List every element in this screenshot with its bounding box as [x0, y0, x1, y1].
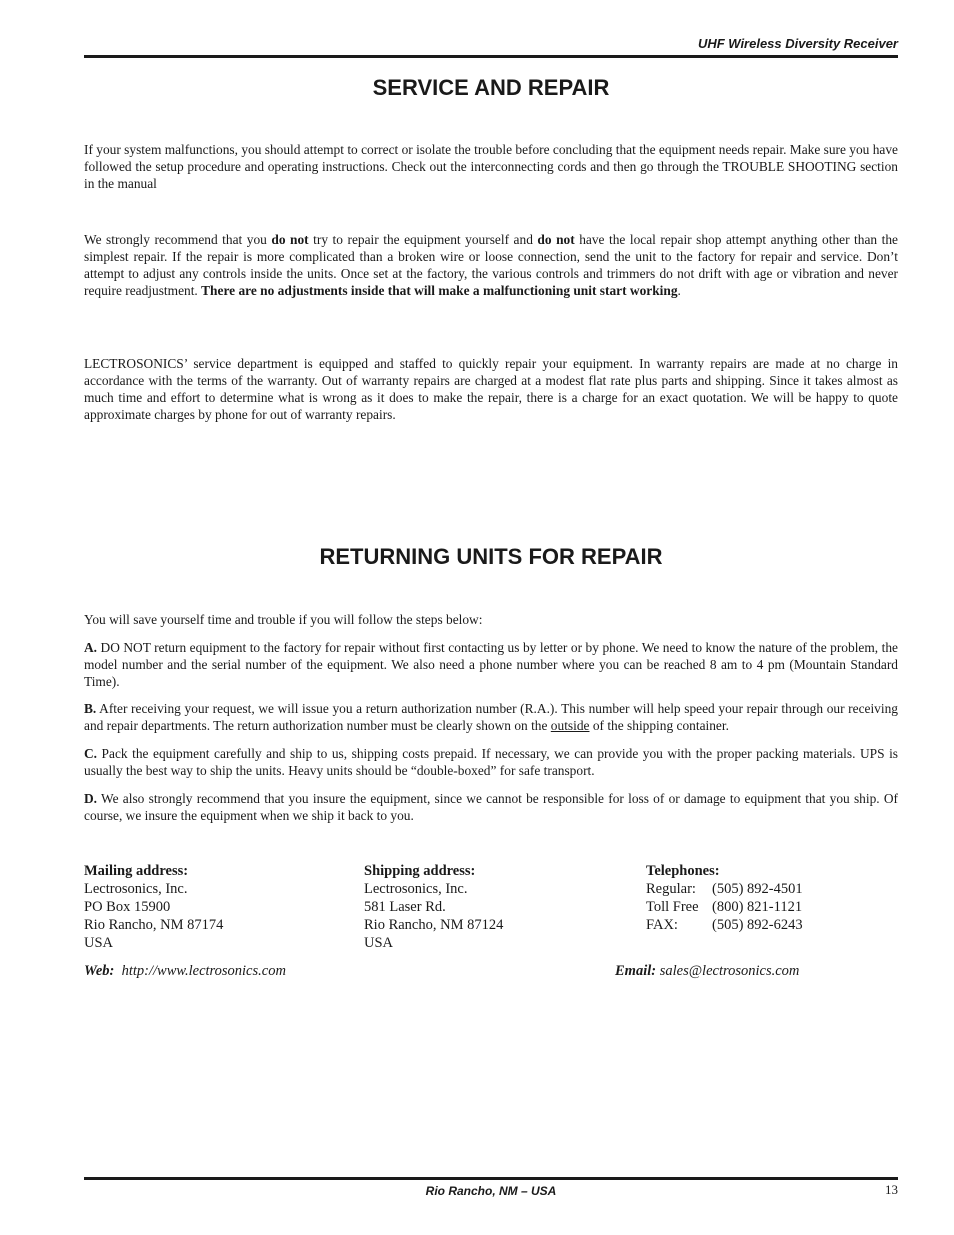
- header-rule: [84, 55, 898, 58]
- header-title: UHF Wireless Diversity Receiver: [697, 36, 898, 51]
- shipping-line: Rio Rancho, NM 87124: [364, 917, 504, 933]
- telephone-number: (800) 821-1121: [712, 899, 803, 915]
- web-contact: [84, 963, 286, 980]
- telephone-row: [646, 880, 803, 898]
- telephone-label: FAX:: [646, 917, 678, 933]
- service-heading: SERVICE AND REPAIR: [372, 75, 610, 100]
- email-address[interactable]: sales@lectrosonics.com: [659, 963, 800, 979]
- telephone-number: (505) 892-4501: [712, 881, 803, 897]
- step-d: D. We also strongly recommend that you insure the equipment, since we cannot be responsible for loss of or damage to equipment that you ship. Of course, we insure the equipment when we ship it back to you.: [84, 791, 898, 823]
- step-a: A. DO NOT return equipment to the factory for repair without first contacting us by letter or by phone. We need to know the nature of the problem, the model number and the serial number of the equipment. We also need a phone number where you can be reached 8 am to 4 pm (Mountain Standard Time).: [84, 640, 898, 689]
- mailing-heading: Mailing address:: [84, 863, 189, 879]
- telephone-label: Toll Free: [646, 899, 699, 915]
- mailing-line: USA: [84, 935, 114, 951]
- mailing-address: [84, 862, 223, 952]
- telephone-number: (505) 892-6243: [712, 917, 803, 933]
- returning-intro: You will save yourself time and trouble if you will follow the steps below:: [84, 612, 483, 627]
- telephones: [646, 862, 803, 934]
- shipping-line: USA: [364, 935, 394, 951]
- step-c: C. Pack the equipment carefully and ship to us, shipping costs prepaid. If necessary, we can provide you with the proper packing materials. UPS is usually the best way to ship the units. Heavy units should be “double-boxed” for safe transport.: [84, 746, 898, 778]
- returning-heading: RETURNING UNITS FOR REPAIR: [319, 544, 663, 569]
- web-url[interactable]: http://www.lectrosonics.com: [121, 963, 286, 979]
- mailing-line: Rio Rancho, NM 87174: [84, 917, 224, 933]
- shipping-line: Lectrosonics, Inc.: [364, 881, 468, 897]
- manual-page: [84, 0, 898, 1235]
- telephone-row: [646, 898, 803, 916]
- page-number: 13: [885, 1182, 898, 1197]
- shipping-line: 581 Laser Rd.: [364, 899, 446, 915]
- step-b: B. After receiving your request, we will issue you a return authorization number (R.A.). This number will help speed your repair through our receiving and repair departments. The return authorization number must be clearly shown on the outside of the shipping container.: [84, 701, 898, 733]
- shipping-address: [364, 862, 503, 952]
- email-label: Email:: [615, 963, 657, 979]
- telephones-heading: Telephones:: [646, 863, 720, 879]
- shipping-heading: Shipping address:: [364, 863, 476, 879]
- web-label: Web:: [84, 963, 115, 979]
- email-contact: [615, 963, 799, 980]
- telephone-row: [646, 916, 803, 934]
- footer-rule: [84, 1177, 898, 1180]
- footer-location: Rio Rancho, NM – USA: [425, 1184, 557, 1198]
- mailing-line: PO Box 15900: [84, 899, 171, 915]
- telephone-label: Regular:: [646, 881, 696, 897]
- service-paragraph-1: If your system malfunctions, you should attempt to correct or isolate the trouble before concluding that the equipment needs repair. Make sure you have followed the setup procedure and operating instructions. Check out the interconnecting cords and then go through the TROUBLE SHOOTING section in the manual: [84, 142, 898, 191]
- service-paragraph-3: LECTROSONICS’ service department is equipped and staffed to quickly repair your equipment. In warranty repairs are made at no charge in accordance with the terms of the warranty. Out of warranty repairs are charged at a modest flat rate plus parts and shipping. Since it takes almost as much time and effort to determine what is wrong as it does to make the repair, there is a charge for an exact quotation. We will be happy to quote approximate charges by phone for out of warranty repairs.: [84, 356, 898, 422]
- service-paragraph-2: We strongly recommend that you do not try to repair the equipment yourself and do not have the local repair shop attempt anything other than the simplest repair. If the repair is more complicated than a broken wire or loose connection, send the unit to the factory for repair and service. Don’t attempt to adjust any controls inside the units. Once set at the factory, the various controls and trimmers do not drift with age or vibration and never require readjustment. There are no adjustments inside that will make a malfunctioning unit start working.: [84, 232, 898, 298]
- mailing-line: Lectrosonics, Inc.: [84, 881, 188, 897]
